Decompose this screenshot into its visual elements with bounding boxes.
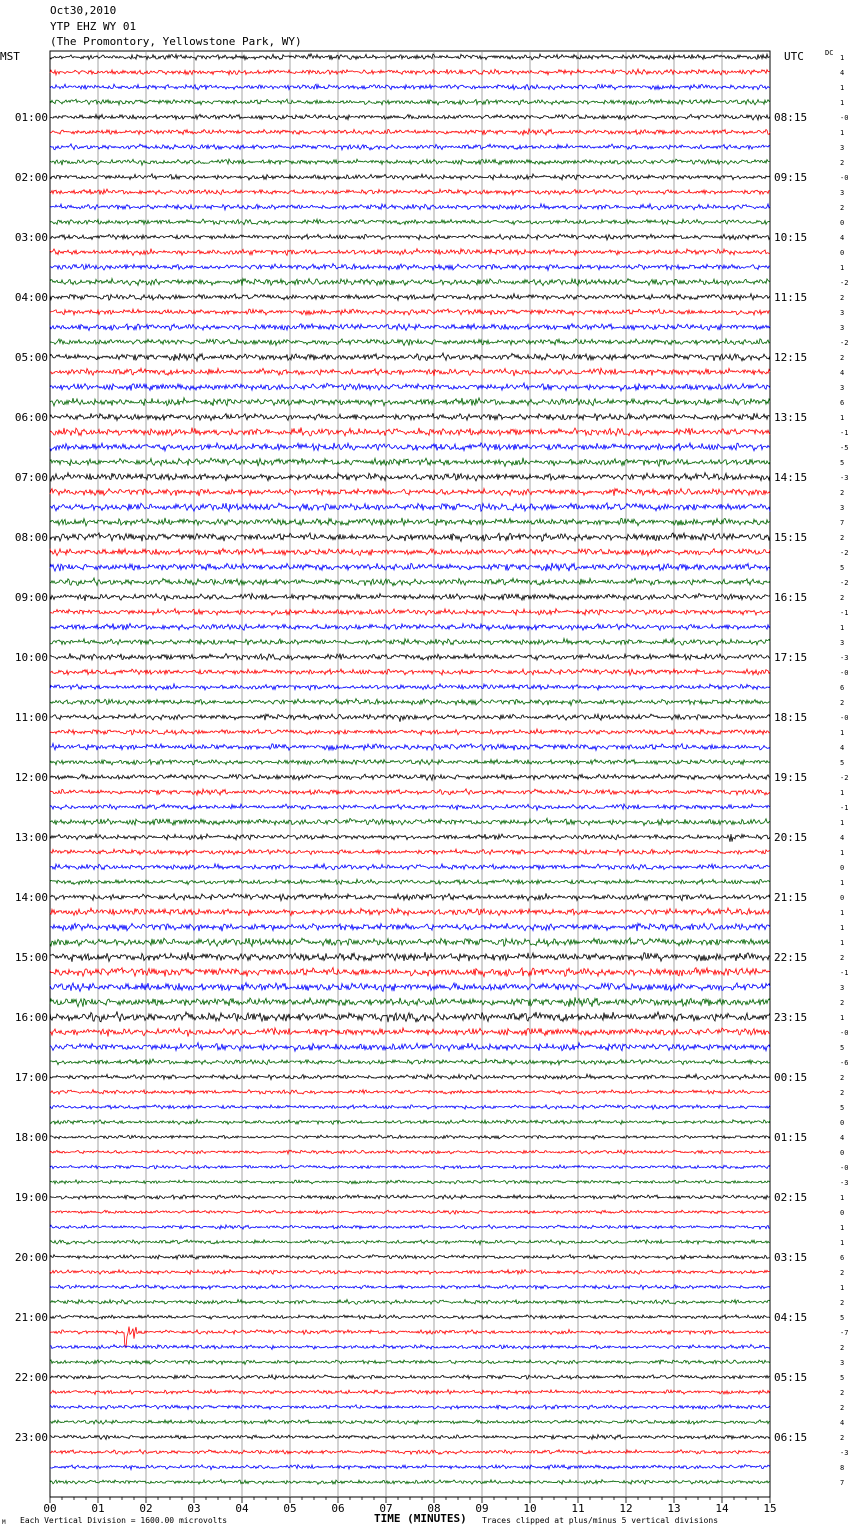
dc-offset-label: 1 <box>840 264 845 272</box>
trace-line <box>50 1480 770 1485</box>
trace-line <box>50 774 770 780</box>
trace-line <box>50 789 770 795</box>
dc-offset-label: 3 <box>840 189 845 197</box>
dc-offset-label: 1 <box>840 924 845 932</box>
trace-line <box>50 114 770 120</box>
dc-offset-label: 2 <box>840 354 845 362</box>
trace-line <box>50 398 770 406</box>
dc-offset-label: -0 <box>840 714 849 722</box>
dc-offset-label: 0 <box>840 249 845 257</box>
dc-offset-label: 5 <box>840 459 845 467</box>
trace-line <box>50 879 770 884</box>
trace-line <box>50 1210 770 1214</box>
dc-offset-label: 5 <box>840 1044 845 1052</box>
mst-hour-label: 20:00 <box>14 1251 48 1264</box>
dc-offset-label: 1 <box>840 939 845 947</box>
mst-hour-label: 06:00 <box>14 411 48 424</box>
utc-hour-label: 21:15 <box>774 891 808 904</box>
dc-offset-label: 5 <box>840 1374 845 1382</box>
dc-offset-label: 2 <box>840 294 845 302</box>
corner-mark: M <box>2 1519 6 1526</box>
dc-offset-label: 5 <box>840 759 845 767</box>
dc-offset-label: 1 <box>840 879 845 887</box>
trace-line <box>50 1150 770 1154</box>
utc-hour-label: 18:15 <box>774 711 808 724</box>
dc-offset-label: 6 <box>840 399 845 407</box>
scale-note: Each Vertical Division = 1600.00 microvolts <box>20 1516 228 1525</box>
dc-offset-label: 3 <box>840 639 845 647</box>
trace-line <box>50 653 770 660</box>
trace-line <box>50 563 770 571</box>
trace-line <box>50 804 770 810</box>
dc-offset-label: 1 <box>840 1014 845 1022</box>
dc-offset-label: 1 <box>840 129 845 137</box>
trace-line <box>50 1345 770 1350</box>
plot-frame <box>50 51 770 1497</box>
trace-line <box>50 69 770 75</box>
mst-hour-label: 03:00 <box>14 231 48 244</box>
dc-label: DC <box>825 49 834 57</box>
dc-offset-label: 0 <box>840 1149 845 1157</box>
utc-hour-label: 22:15 <box>774 951 808 964</box>
x-tick-label: 15 <box>763 1502 777 1515</box>
trace-line <box>50 129 770 135</box>
dc-offset-label: 0 <box>840 894 845 902</box>
x-tick-label: 02 <box>139 1502 153 1515</box>
dc-offset-label: 0 <box>840 1209 845 1217</box>
trace-line <box>50 309 770 315</box>
x-tick-label: 11 <box>571 1502 585 1515</box>
x-tick-label: 06 <box>331 1502 345 1515</box>
dc-offset-label: 1 <box>840 909 845 917</box>
trace-line <box>50 549 770 556</box>
mst-hour-label: 07:00 <box>14 471 48 484</box>
trace-line <box>50 1180 770 1184</box>
x-tick-label: 07 <box>379 1502 393 1515</box>
utc-hour-label: 17:15 <box>774 651 808 664</box>
dc-offset-label: 1 <box>840 849 845 857</box>
x-tick-label: 12 <box>619 1502 633 1515</box>
utc-hour-label: 10:15 <box>774 231 808 244</box>
utc-hour-label: 19:15 <box>774 771 808 784</box>
mst-hour-label: 08:00 <box>14 531 48 544</box>
trace-line <box>50 743 770 750</box>
dc-offset-label: 3 <box>840 504 845 512</box>
utc-hour-label: 12:15 <box>774 351 808 364</box>
trace-line <box>50 1450 770 1455</box>
dc-offset-label: -3 <box>840 474 849 482</box>
x-tick-label: 13 <box>667 1502 681 1515</box>
trace-line <box>50 234 770 240</box>
trace-line <box>50 279 770 286</box>
dc-offset-label: 2 <box>840 489 845 497</box>
dc-offset-label: 1 <box>840 729 845 737</box>
trace-line <box>50 339 770 346</box>
header-location: (The Promontory, Yellowstone Park, WY) <box>50 35 302 48</box>
trace-line <box>50 1315 770 1319</box>
trace-line <box>50 908 770 916</box>
x-tick-label: 03 <box>187 1502 201 1515</box>
trace-line <box>50 1270 770 1275</box>
mst-hour-label: 02:00 <box>14 171 48 184</box>
trace-line <box>50 54 770 60</box>
dc-offset-label: 1 <box>840 1224 845 1232</box>
dc-offset-label: -2 <box>840 579 849 587</box>
mst-hour-label: 21:00 <box>14 1311 48 1324</box>
dc-offset-label: 3 <box>840 984 845 992</box>
dc-offset-label: 2 <box>840 1089 845 1097</box>
x-tick-label: 14 <box>715 1502 729 1515</box>
trace-line <box>50 1299 770 1304</box>
dc-offset-label: 7 <box>840 1479 845 1487</box>
trace-line <box>50 684 770 690</box>
dc-offset-label: 8 <box>840 1464 845 1472</box>
dc-offset-label: 2 <box>840 159 845 167</box>
trace-line <box>50 893 770 901</box>
dc-offset-label: 2 <box>840 1404 845 1412</box>
trace-line <box>50 983 770 992</box>
trace-line <box>50 1165 770 1169</box>
mst-hour-label: 22:00 <box>14 1371 48 1384</box>
trace-line <box>50 578 770 586</box>
utc-hour-label: 00:15 <box>774 1071 808 1084</box>
mst-hour-label: 12:00 <box>14 771 48 784</box>
dc-offset-label: 2 <box>840 999 845 1007</box>
right-timezone-label: UTC <box>784 50 804 63</box>
dc-offset-label: 4 <box>840 744 845 752</box>
trace-line <box>50 699 770 706</box>
trace-line <box>50 84 770 90</box>
mst-hour-label: 14:00 <box>14 891 48 904</box>
trace-line <box>50 204 770 210</box>
trace-line <box>50 1043 770 1052</box>
trace-line <box>50 1135 770 1139</box>
dc-offset-label: -0 <box>840 114 849 122</box>
trace-line <box>50 144 770 150</box>
trace-line <box>50 249 770 256</box>
dc-offset-label: -6 <box>840 1059 849 1067</box>
dc-offset-label: 2 <box>840 1269 845 1277</box>
dc-offset-label: 0 <box>840 1119 845 1127</box>
trace-line <box>50 99 770 105</box>
x-tick-label: 08 <box>427 1502 441 1515</box>
dc-offset-label: 2 <box>840 1074 845 1082</box>
dc-offset-label: 1 <box>840 819 845 827</box>
trace-line <box>50 159 770 165</box>
trace-line <box>50 1375 770 1380</box>
dc-offset-label: 2 <box>840 1344 845 1352</box>
trace-line <box>50 729 770 735</box>
utc-hour-label: 11:15 <box>774 291 808 304</box>
trace-line <box>50 714 770 722</box>
dc-offset-label: -2 <box>840 339 849 347</box>
dc-offset-label: 2 <box>840 1434 845 1442</box>
dc-offset-label: 1 <box>840 789 845 797</box>
dc-offset-label: 4 <box>840 69 845 77</box>
dc-offset-label: 0 <box>840 864 845 872</box>
dc-offset-label: 2 <box>840 534 845 542</box>
utc-hour-label: 14:15 <box>774 471 808 484</box>
trace-line <box>50 294 770 301</box>
utc-hour-label: 23:15 <box>774 1011 808 1024</box>
trace-line <box>50 383 770 391</box>
dc-offset-label: 5 <box>840 1104 845 1112</box>
utc-hour-label: 15:15 <box>774 531 808 544</box>
dc-offset-label: 4 <box>840 369 845 377</box>
dc-offset-label: 5 <box>840 1314 845 1322</box>
x-tick-label: 04 <box>235 1502 249 1515</box>
dc-offset-label: 4 <box>840 234 845 242</box>
header-date: Oct30,2010 <box>50 4 117 17</box>
utc-hour-label: 05:15 <box>774 1371 808 1384</box>
dc-offset-label: 4 <box>840 1134 845 1142</box>
x-axis-title: TIME (MINUTES) <box>374 1512 467 1525</box>
dc-offset-label: 2 <box>840 699 845 707</box>
dc-offset-label: 6 <box>840 684 845 692</box>
trace-line <box>50 1390 770 1395</box>
trace-line <box>50 1105 770 1110</box>
trace-line <box>50 1225 770 1229</box>
dc-offset-label: -2 <box>840 549 849 557</box>
trace-line <box>50 264 770 271</box>
trace-line <box>50 1420 770 1425</box>
trace-line <box>50 473 770 482</box>
trace-line <box>50 938 770 947</box>
mst-hour-label: 19:00 <box>14 1191 48 1204</box>
trace-line <box>50 324 770 331</box>
dc-offset-label: -5 <box>840 444 849 452</box>
trace-line <box>50 1255 770 1260</box>
trace-line <box>50 428 770 436</box>
trace-line <box>50 1090 770 1095</box>
utc-hour-label: 06:15 <box>774 1431 808 1444</box>
mst-hour-label: 11:00 <box>14 711 48 724</box>
trace-line <box>50 864 770 870</box>
mst-hour-label: 05:00 <box>14 351 48 364</box>
trace-line <box>50 458 770 467</box>
trace-line <box>50 443 770 451</box>
trace-line <box>50 489 770 497</box>
dc-offset-label: -1 <box>840 969 849 977</box>
trace-line <box>50 189 770 195</box>
mst-hour-label: 15:00 <box>14 951 48 964</box>
utc-hour-label: 04:15 <box>774 1311 808 1324</box>
trace-line <box>50 594 770 601</box>
x-tick-label: 01 <box>91 1502 105 1515</box>
left-timezone-label: MST <box>0 50 20 63</box>
utc-hour-label: 03:15 <box>774 1251 808 1264</box>
dc-offset-label: 1 <box>840 1284 845 1292</box>
mst-hour-label: 13:00 <box>14 831 48 844</box>
mst-hour-label: 17:00 <box>14 1071 48 1084</box>
dc-offset-label: 1 <box>840 1239 845 1247</box>
dc-offset-label: 4 <box>840 1419 845 1427</box>
utc-hour-label: 20:15 <box>774 831 808 844</box>
utc-hour-label: 02:15 <box>774 1191 808 1204</box>
x-tick-label: 05 <box>283 1502 297 1515</box>
dc-offset-label: -0 <box>840 669 849 677</box>
dc-offset-label: 0 <box>840 219 845 227</box>
mst-hour-label: 09:00 <box>14 591 48 604</box>
trace-line <box>50 1405 770 1410</box>
trace-line <box>50 1360 770 1365</box>
dc-offset-label: -2 <box>840 774 849 782</box>
dc-offset-label: -7 <box>840 1329 849 1337</box>
clip-note: Traces clipped at plus/minus 5 vertical divisions <box>482 1516 719 1525</box>
trace-line <box>50 639 770 646</box>
dc-offset-label: 1 <box>840 99 845 107</box>
dc-offset-label: 3 <box>840 309 845 317</box>
dc-offset-label: -2 <box>840 279 849 287</box>
trace-line <box>50 968 770 977</box>
trace-line <box>50 1011 770 1022</box>
trace-line <box>50 518 770 526</box>
dc-offset-label: 3 <box>840 324 845 332</box>
dc-offset-label: 3 <box>840 1359 845 1367</box>
dc-offset-label: -1 <box>840 609 849 617</box>
dc-offset-label: 1 <box>840 54 845 62</box>
dc-offset-label: -1 <box>840 804 849 812</box>
dc-offset-label: 2 <box>840 1299 845 1307</box>
dc-offset-label: 2 <box>840 954 845 962</box>
dc-offset-label: 2 <box>840 594 845 602</box>
mst-hour-label: 16:00 <box>14 1011 48 1024</box>
x-tick-label: 00 <box>43 1502 57 1515</box>
mst-hour-label: 10:00 <box>14 651 48 664</box>
trace-line <box>50 1059 770 1065</box>
dc-offset-label: 5 <box>840 564 845 572</box>
dc-offset-label: -0 <box>840 1164 849 1172</box>
trace-line <box>50 503 770 512</box>
dc-offset-label: 3 <box>840 384 845 392</box>
x-tick-label: 09 <box>475 1502 489 1515</box>
trace-line <box>50 174 770 180</box>
utc-hour-label: 16:15 <box>774 591 808 604</box>
dc-offset-label: -0 <box>840 1029 849 1037</box>
trace-line <box>50 818 770 825</box>
dc-offset-label: -3 <box>840 1449 849 1457</box>
trace-line <box>50 624 770 631</box>
trace-line <box>50 533 770 542</box>
dc-offset-label: -3 <box>840 1179 849 1187</box>
trace-line <box>50 849 770 855</box>
dc-offset-label: 1 <box>840 1194 845 1202</box>
trace-line <box>50 923 770 931</box>
dc-offset-label: 4 <box>840 834 845 842</box>
utc-hour-label: 01:15 <box>774 1131 808 1144</box>
trace-line <box>50 219 770 225</box>
mst-hour-label: 04:00 <box>14 291 48 304</box>
trace-line <box>50 609 770 616</box>
trace-line <box>50 759 770 765</box>
trace-line <box>50 952 770 962</box>
trace-line <box>50 669 770 675</box>
mst-hour-label: 01:00 <box>14 111 48 124</box>
trace-line <box>50 368 770 376</box>
trace-line <box>50 1465 770 1470</box>
dc-offset-label: 2 <box>840 1389 845 1397</box>
x-tick-label: 10 <box>523 1502 537 1515</box>
dc-offset-label: 1 <box>840 624 845 632</box>
dc-offset-label: -3 <box>840 654 849 662</box>
header-station: YTP EHZ WY 01 <box>50 20 137 33</box>
dc-offset-label: 3 <box>840 144 845 152</box>
utc-hour-label: 08:15 <box>774 111 808 124</box>
trace-line <box>50 1195 770 1200</box>
dc-offset-label: -1 <box>840 429 849 437</box>
trace-line <box>50 834 770 842</box>
trace-line <box>50 353 770 361</box>
trace-line <box>50 997 770 1007</box>
trace-line <box>50 1120 770 1125</box>
dc-offset-label: 6 <box>840 1254 845 1262</box>
trace-line <box>50 1028 770 1037</box>
trace-line <box>50 413 770 421</box>
dc-offset-label: 1 <box>840 414 845 422</box>
dc-offset-label: 7 <box>840 519 845 527</box>
utc-hour-label: 13:15 <box>774 411 808 424</box>
mst-hour-label: 23:00 <box>14 1431 48 1444</box>
utc-hour-label: 09:15 <box>774 171 808 184</box>
trace-line <box>50 1074 770 1080</box>
dc-offset-label: 2 <box>840 204 845 212</box>
trace-line <box>50 1240 770 1245</box>
mst-hour-label: 18:00 <box>14 1131 48 1144</box>
dc-offset-label: -0 <box>840 174 849 182</box>
trace-line <box>50 1435 770 1440</box>
trace-line <box>50 1285 770 1290</box>
dc-offset-label: 1 <box>840 84 845 92</box>
